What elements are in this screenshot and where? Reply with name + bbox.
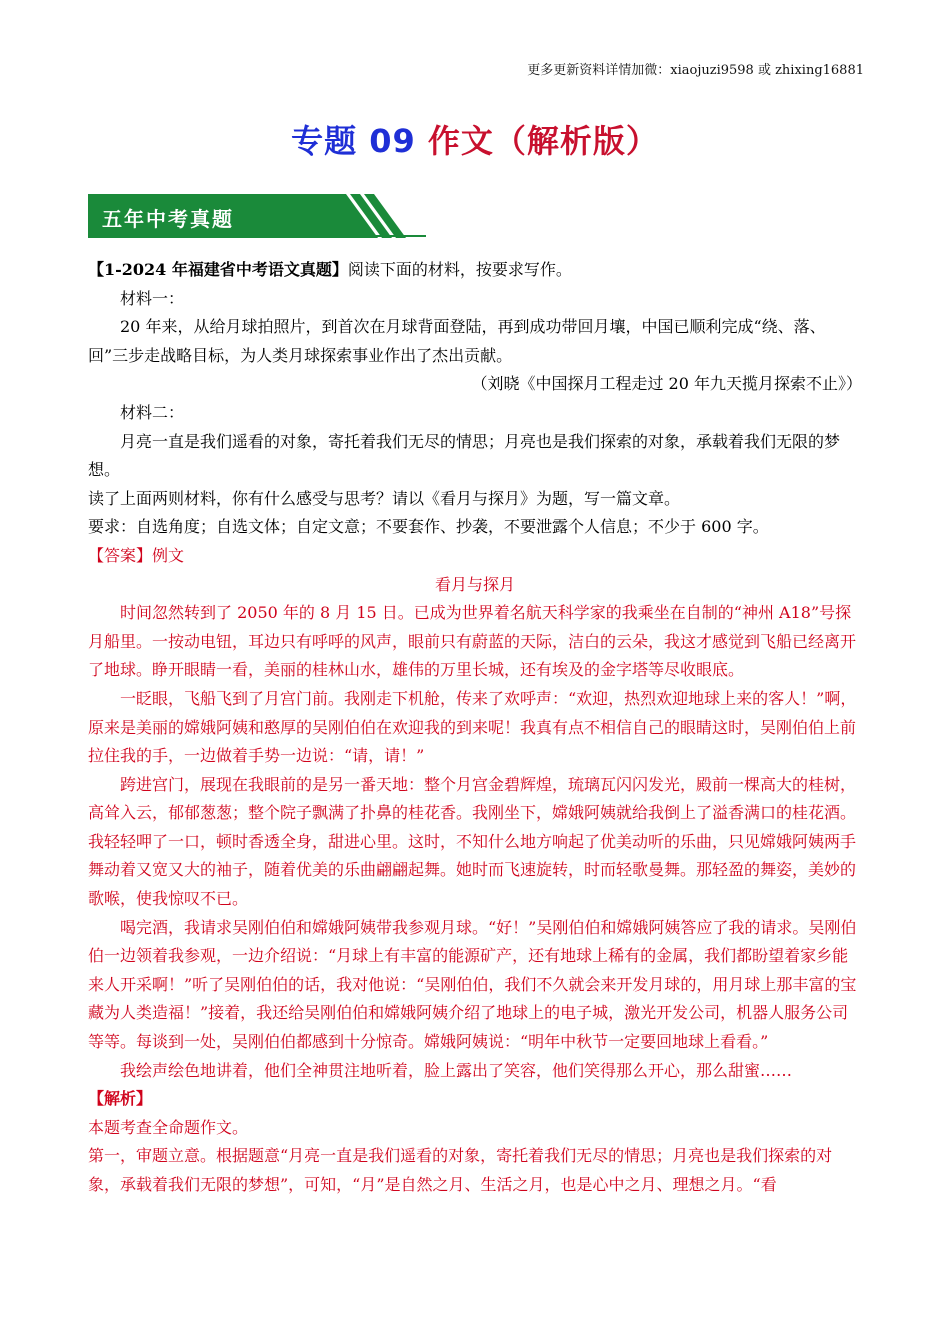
material1-source: （刘晓《中国探月工程走过 20 年九天揽月探索不止》） [471, 374, 862, 394]
essay-paragraph: 我绘声绘色地讲着，他们全神贯注地听着，脸上露出了笑容，他们笑得那么开心，那么甜蜜…… [120, 1060, 793, 1080]
essay-paragraph: 跨进宫门，展现在我眼前的是另一番天地：整个月宫金碧辉煌，琉璃瓦闪闪发光，殿前一棵高大的桂树，高耸入云，郁郁葱葱；整个院子飘满了扑鼻的桂花香。我刚坐下，嫦娥阿姨就给我倒上了溢香满口的桂花酒。我轻轻呷了一口，顿时香透全身，甜进心里。这时，不知什么地方响起了优美动听的乐曲，只见嫦娥阿姨两手舞动着又宽又大的袖子，随着优美的乐曲翩翩起舞。她时而飞速旋转，时而轻歌曼舞。那轻盈的舞姿，美妙的歌喉，使我惊叹不已。 [88, 774, 857, 909]
question-prompt: 阅读下面的材料，按要求写作。 [347, 260, 572, 279]
writing-requirements: 要求：自选角度；自选文体；自定文意；不要套作、抄袭，不要泄露个人信息；不少于 600 字。 [88, 517, 769, 537]
title-topic-number: 专题 09 [291, 122, 416, 160]
material1-text: 20 年来，从给月球拍照片，到首次在月球背面登陆，再到成功带回月壤，中国已顺利完成“绕、落、回”三步走战略目标，为人类月球探索事业作出了杰出贡献。 [88, 317, 826, 365]
section-banner-underline [88, 235, 426, 237]
title-topic-name: 作文（解析版） [427, 122, 659, 160]
analysis-intro: 本题考查全命题作文。 [88, 1117, 249, 1137]
question-line [88, 256, 862, 285]
section-banner-label: 五年中考真题 [102, 207, 234, 231]
answer-line [88, 542, 862, 571]
material2-label: 材料二： [120, 402, 185, 422]
essay-title: 看月与探月 [434, 574, 515, 594]
header-note: 更多更新资料详情加微：xiaojuzi9598 或 zhixing16881 [527, 63, 864, 78]
question-source-tag: 【1-2024 年福建省中考语文真题】 [88, 260, 348, 279]
document-content [88, 256, 862, 1200]
essay-paragraph: 时间忽然转到了 2050 年的 8 月 15 日。已成为世界着名航天科学家的我乘坐在自制的“神州 A18”号探月船里。一按动电钮，耳边只有呼呼的风声，眼前只有蔚蓝的天际，洁白的云朵，我这才感觉到飞船已经离开了地球。睁开眼睛一看，美丽的桂林山水，雄伟的万里长城，还有埃及的金字塔等尽收眼底。 [88, 603, 857, 680]
essay-paragraph: 一眨眼，飞船飞到了月宫门前。我刚走下机舱，传来了欢呼声：“欢迎，热烈欢迎地球上来的客人！”啊，原来是美丽的嫦娥阿姨和憨厚的吴刚伯伯在欢迎我的到来呢！我真有点不相信自己的眼睛这时，吴刚伯伯上前拉住我的手，一边做着手势一边说：“请，请！” [88, 688, 857, 766]
analysis-point: 第一，审题立意。根据题意“月亮一直是我们遥看的对象，寄托着我们无尽的情思；月亮也是我们探索的对象，承载着我们无限的梦想”，可知，“月”是自然之月、生活之月，也是心中之月、理想之月。“看 [88, 1146, 833, 1194]
page-title [0, 116, 950, 162]
material1-label: 材料一： [120, 288, 185, 308]
answer-tag: 【答案】 [88, 545, 153, 565]
analysis-tag: 【解析】 [88, 1089, 153, 1109]
essay-paragraph: 喝完酒，我请求吴刚伯伯和嫦娥阿姨带我参观月球。“好！”吴刚伯伯和嫦娥阿姨答应了我的请求。吴刚伯伯一边领着我参观，一边介绍说：“月球上有丰富的能源矿产，还有地球上稀有的金属，我们都盼望着家乡能来人开采啊！”听了吴刚伯伯的话，我对他说：“吴刚伯伯，我们不久就会来开发月球的，用月球上那丰富的宝藏为人类造福！”接着，我还给吴刚伯伯和嫦娥阿姨介绍了地球上的电子城，激光开发公司，机器人服务公司等等。每谈到一处，吴刚伯伯都感到十分惊奇。嫦娥阿姨说：“明年中秋节一定要回地球上看看。” [88, 917, 857, 1052]
material2-text: 月亮一直是我们遥看的对象，寄托着我们无尽的情思；月亮也是我们探索的对象，承载着我们无限的梦想。 [88, 431, 841, 480]
answer-label: 例文 [152, 545, 185, 565]
writing-task: 读了上面两则材料，你有什么感受与思考？请以《看月与探月》为题，写一篇文章。 [88, 488, 681, 508]
